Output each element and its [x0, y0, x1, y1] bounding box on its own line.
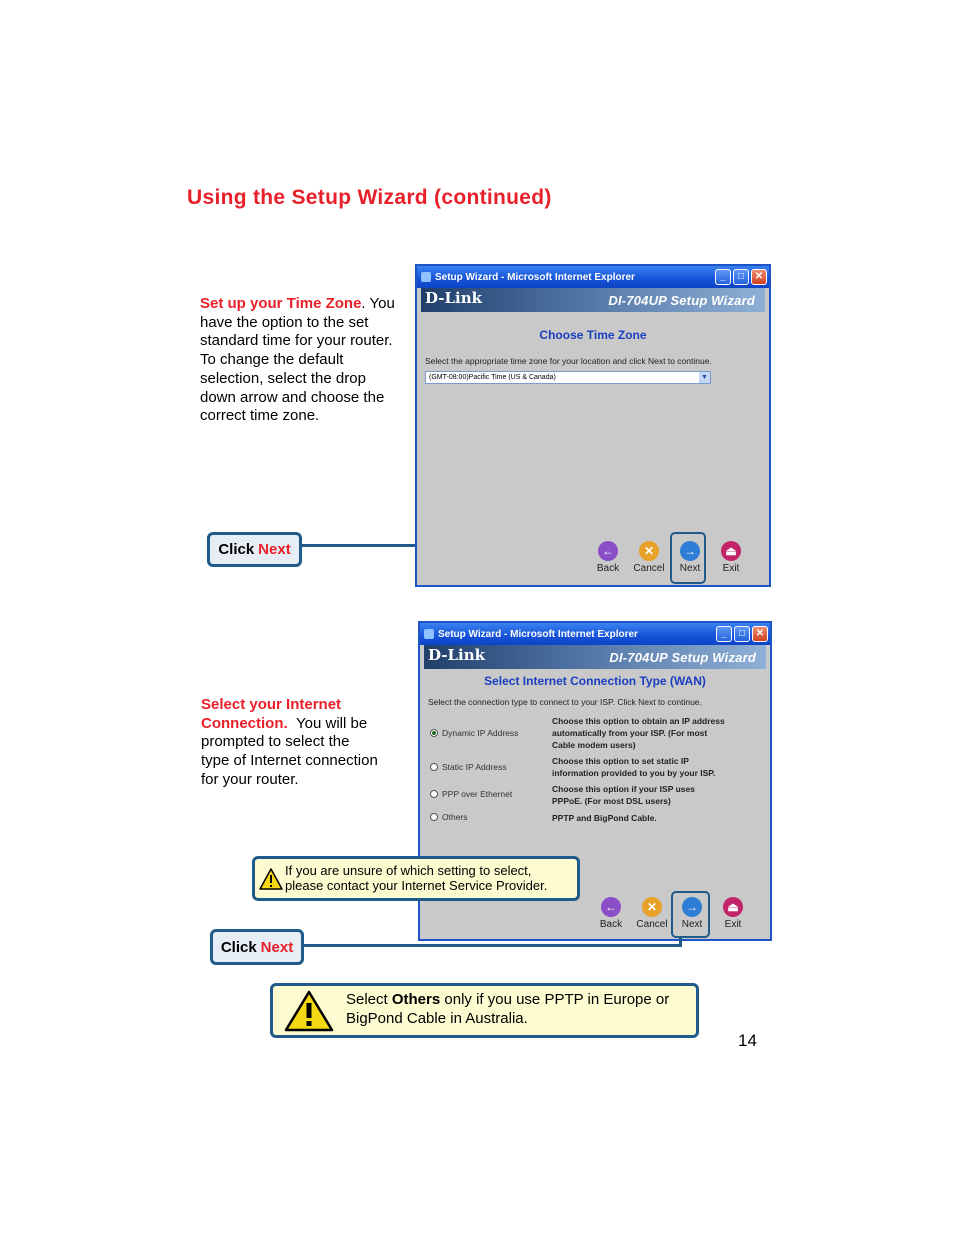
time-zone-text: selection, select the drop [200, 369, 366, 387]
radio-icon[interactable] [430, 790, 438, 798]
window-title: Setup Wizard - Microsoft Internet Explorer [438, 628, 638, 640]
option-desc-line: information provided to you by your ISP. [552, 768, 716, 778]
warning-icon [259, 868, 283, 890]
warning-line: Select [346, 991, 392, 1008]
option-description [552, 715, 725, 751]
exit-label: Exit [724, 919, 742, 930]
dlink-logo: D-Link [428, 646, 486, 664]
maximize-icon[interactable]: □ [733, 269, 749, 285]
option-desc-line: Choose this option to set static IP [552, 756, 689, 766]
exit-button[interactable] [714, 541, 748, 574]
chevron-down-icon[interactable]: ▼ [699, 372, 710, 383]
option-desc-line: PPTP and BigPond Cable. [552, 813, 657, 823]
option-desc-line: automatically from your ISP. (For most [552, 728, 708, 738]
click-next-callout-1 [207, 532, 302, 567]
option-desc-line: PPPoE. (For most DSL users) [552, 796, 671, 806]
next-arrow-icon: → [680, 541, 700, 561]
wizard-name: DI-704UP Setup Wizard [609, 650, 756, 665]
option-static-ip[interactable] [430, 762, 507, 772]
connection-text: for your router. [201, 770, 299, 788]
close-icon[interactable]: ✕ [752, 626, 768, 642]
time-zone-text: standard time for your router. [200, 332, 393, 350]
step-heading: Choose Time Zone [539, 328, 647, 342]
cancel-button[interactable] [635, 897, 669, 930]
minimize-icon[interactable]: _ [715, 269, 731, 285]
connection-text: type of Internet connection [201, 752, 378, 770]
callout-click-label: Click [220, 938, 257, 956]
time-zone-text: have the option to the set [200, 313, 369, 331]
exit-button[interactable] [716, 897, 750, 930]
option-pppoe[interactable] [430, 789, 512, 799]
dlink-banner [424, 645, 766, 669]
tip-note [252, 856, 580, 901]
option-description [552, 812, 657, 824]
next-label: Next [681, 919, 703, 930]
option-description [552, 755, 715, 779]
back-arrow-icon: ← [598, 541, 618, 561]
callout-next-label: Next [260, 938, 294, 956]
back-label: Back [596, 563, 620, 574]
callout-connector-2 [304, 944, 682, 947]
exit-door-icon: ⏏ [723, 897, 743, 917]
cancel-x-icon: ✕ [639, 541, 659, 561]
exit-label: Exit [722, 563, 740, 574]
radio-icon[interactable] [430, 813, 438, 821]
minimize-icon[interactable]: _ [716, 626, 732, 642]
next-label: Next [679, 563, 701, 574]
option-desc-line: Choose this option if your ISP uses [552, 784, 695, 794]
page-title: Using the Setup Wizard (continued) [187, 186, 552, 209]
back-button[interactable] [591, 541, 625, 574]
dlink-logo: D-Link [425, 289, 483, 307]
radio-selected-icon[interactable] [430, 729, 438, 737]
warning-line: BigPond Cable in Australia. [346, 1010, 528, 1027]
connection-text: prompted to select the [201, 733, 350, 751]
timezone-value: (GMT-08:00)Pacific Time (US & Canada) [429, 374, 556, 381]
warning-text [346, 990, 669, 1028]
connection-lead: Connection. [201, 714, 288, 732]
option-desc-line: Choose this option to obtain an IP address [552, 716, 725, 726]
time-zone-description [200, 295, 415, 426]
click-next-callout-2 [210, 929, 304, 965]
cancel-x-icon: ✕ [642, 897, 662, 917]
back-label: Back [599, 919, 623, 930]
step-heading: Select Internet Connection Type (WAN) [484, 674, 706, 688]
cancel-label: Cancel [633, 563, 665, 574]
time-zone-text: To change the default [200, 351, 344, 369]
option-label: Static IP Address [442, 762, 507, 772]
callout-connector-2-vertical [679, 936, 682, 947]
tip-line: please contact your Internet Service Provider. [285, 878, 548, 893]
warning-icon [284, 990, 334, 1032]
next-arrow-icon: → [682, 897, 702, 917]
time-zone-text: . You [361, 295, 395, 312]
ie-icon [424, 629, 434, 639]
window-title-bar [420, 623, 770, 645]
window-title-bar [417, 266, 769, 288]
option-dynamic-ip[interactable] [430, 728, 518, 738]
tip-text [285, 863, 547, 893]
option-label: PPP over Ethernet [442, 789, 513, 799]
window-title: Setup Wizard - Microsoft Internet Explorer [435, 271, 635, 283]
exit-door-icon: ⏏ [721, 541, 741, 561]
radio-icon[interactable] [430, 763, 438, 771]
wizard-name: DI-704UP Setup Wizard [608, 293, 755, 308]
option-label: Dynamic IP Address [442, 728, 519, 738]
page-number: 14 [738, 1031, 757, 1050]
time-zone-text: correct time zone. [200, 407, 320, 425]
back-arrow-icon: ← [601, 897, 621, 917]
timezone-select[interactable] [425, 371, 711, 384]
next-button-highlight-2 [671, 891, 710, 938]
warning-note [270, 983, 699, 1038]
next-button-highlight-1 [670, 532, 706, 584]
ie-icon [421, 272, 431, 282]
option-others[interactable] [430, 812, 468, 822]
warning-bold: Others [391, 991, 441, 1008]
setup-wizard-window-1 [415, 264, 771, 587]
back-button[interactable] [594, 897, 628, 930]
callout-next-label: Next [258, 541, 291, 558]
callout-click-label: Click [218, 541, 255, 558]
connection-text: You will be [296, 714, 368, 732]
step-instruction: Select the appropriate time zone for your location and click Next to continue. [425, 356, 712, 366]
cancel-label: Cancel [636, 919, 668, 930]
option-desc-line: Cable modem users) [552, 740, 636, 750]
time-zone-text: down arrow and choose the [200, 388, 385, 406]
connection-description [201, 696, 416, 790]
connection-lead: Select your Internet [201, 696, 342, 713]
close-icon[interactable]: ✕ [751, 269, 767, 285]
cancel-button[interactable] [632, 541, 666, 574]
step-instruction: Select the connection type to connect to your ISP. Click Next to continue. [428, 697, 702, 707]
tip-line: If you are unsure of which setting to select, [285, 863, 532, 878]
maximize-icon[interactable]: □ [734, 626, 750, 642]
dlink-banner [421, 288, 765, 312]
option-description [552, 783, 695, 807]
wizard-content [421, 312, 765, 581]
time-zone-lead: Set up your Time Zone [200, 295, 362, 312]
option-label: Others [442, 812, 468, 822]
warning-line: only if you use PPTP in Europe or [440, 991, 670, 1008]
